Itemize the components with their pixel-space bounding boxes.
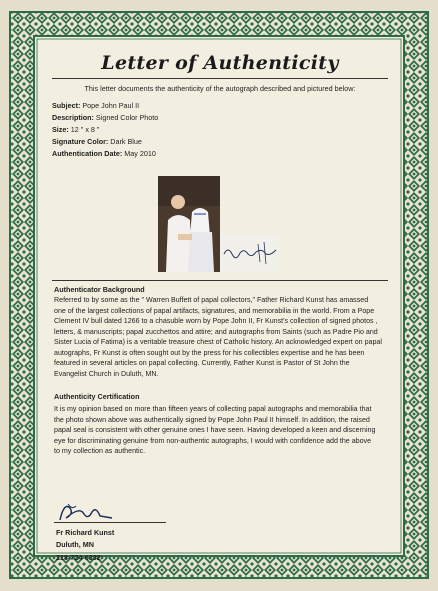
background-heading: Authenticator Background [54, 285, 145, 294]
field-description [52, 113, 158, 123]
background-line: Evangelist Church in Duluth, MN. [54, 369, 159, 378]
certificate-title: Letter of Authenticity [101, 52, 339, 74]
certification-line: It is my opinion based on more than fifteen years of collecting papal autographs and memorabilia that [54, 405, 372, 413]
field-label: Authentication Date: [52, 149, 123, 158]
field-label: Size: [52, 125, 69, 134]
field-subject [52, 101, 139, 111]
field-value: Pope John Paul II [80, 101, 140, 110]
signer-city: Duluth, MN [56, 540, 94, 549]
field-label: Subject: [52, 101, 81, 110]
certification-line: eye for discriminating genuine from non-authentic autographs, I would with confidence add the above [54, 436, 372, 445]
background-line: Clement IV bull dated 1266 to a chasuble worn by Pope John II, Fr Kunst's collection of signed photos , [54, 317, 378, 325]
field-signature-color [52, 137, 142, 147]
certification-line: to my collection as authentic. [54, 447, 146, 455]
signer-name: Fr Richard Kunst [56, 528, 115, 537]
certification-line: the photo shown above was authentically signed by Pope John Paul II himself. In addition, the raised [54, 415, 370, 424]
field-size [52, 125, 99, 135]
autograph-photos [158, 176, 280, 272]
handwritten-signature [54, 500, 166, 524]
background-line: Referred to by some as the " Warren Buffett of papal collectors," Father Richard Kunst has amassed [54, 296, 369, 304]
background-paragraph [54, 295, 392, 379]
field-authentication-date [52, 149, 156, 159]
background-line: Sister Lucia of Fatima) is a veritable treasure chest of Catholic history. An acknowledged expert on papal [54, 338, 382, 346]
certification-line: papal seal is consistent with other genuine ones I have seen. Having developed a keen and discerning [54, 426, 376, 434]
certification-heading: Authenticity Certification [54, 392, 140, 401]
field-value: May 2010 [122, 149, 156, 158]
intro-text: This letter documents the authenticity of the autograph described and pictured below: [84, 84, 356, 93]
section-rule [52, 280, 388, 281]
field-value: 12 " x 8 " [68, 125, 100, 134]
signature-line [54, 522, 166, 523]
background-line: letters, & manuscripts; papal zucchettos and attire; and autographs from Saints (such as Padre Pio and [54, 327, 378, 336]
field-value: Signed Color Photo [93, 113, 159, 122]
signer-phone: 218-724-6332 [56, 553, 101, 562]
certification-paragraph [54, 404, 392, 457]
background-line: featured in several articles on papal collecting. Currently, Father Kunst is Pastor of St John the [54, 359, 350, 367]
field-value: Dark Blue [108, 137, 142, 146]
background-line: autographs, Fr Kunst is often sought out by the press for his collectibles expertise and he has been [54, 348, 365, 357]
field-label: Description: [52, 113, 94, 122]
field-label: Signature Color: [52, 137, 109, 146]
title-rule [52, 78, 388, 79]
pope-photo [158, 176, 220, 272]
signature-detail-photo [220, 234, 280, 272]
background-line: one of the largest collections of papal artifacts, signatures, and memorabilia in the world. From a Pope [54, 306, 375, 315]
